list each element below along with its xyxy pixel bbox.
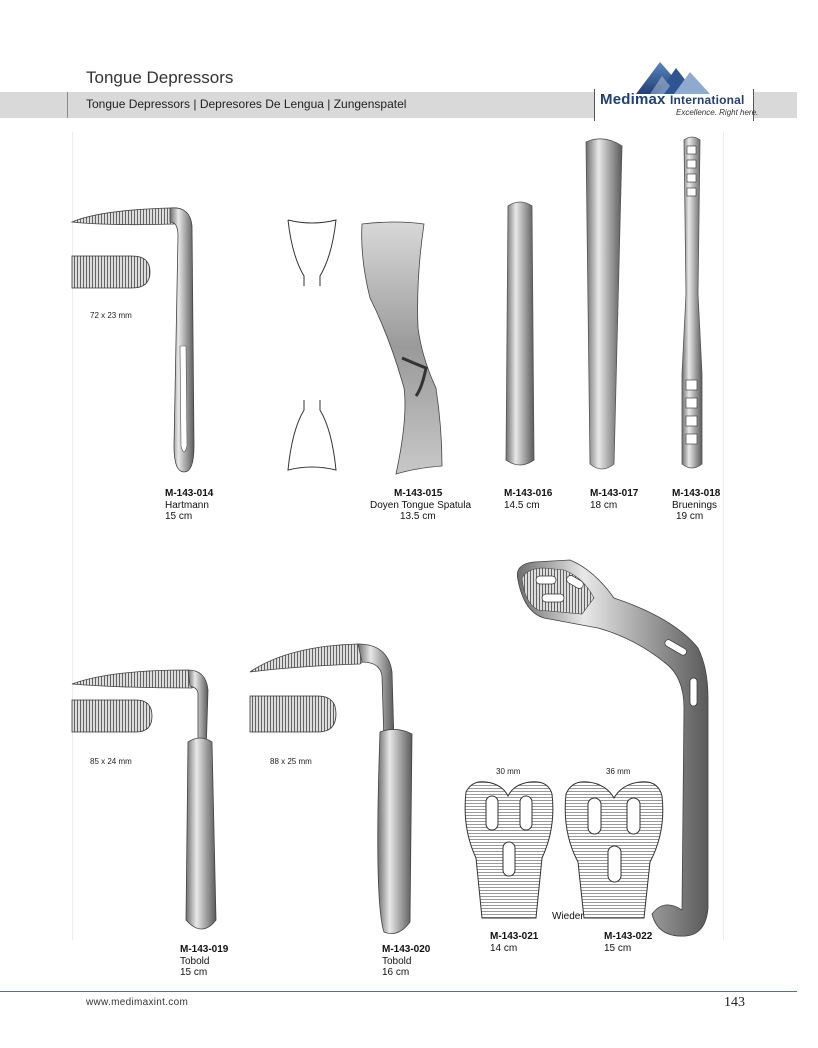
dimension-label: 85 x 24 mm — [90, 757, 132, 766]
product-size: 15 cm — [180, 967, 208, 978]
product-size: 15 cm — [604, 943, 632, 954]
page-subtitle: Tongue Depressors | Depresores De Lengua | Zungenspatel — [86, 97, 407, 111]
hartmann-depressor-illustration — [70, 196, 200, 478]
dimension-label: 72 x 23 mm — [90, 311, 132, 320]
footer-url: www.medimaxint.com — [86, 997, 189, 1008]
wieder-label: Wieder — [552, 911, 584, 922]
page-title: Tongue Depressors — [86, 68, 234, 87]
product-code: M-143-018 — [672, 488, 721, 499]
wieder-depressor-illustration — [514, 558, 714, 940]
product-size: 19 cm — [676, 511, 704, 522]
brand-name — [600, 91, 745, 108]
content-border-right — [723, 132, 724, 940]
dimension-label: 36 mm — [606, 767, 631, 776]
tobold-15cm-illustration — [70, 664, 220, 942]
product-name: Tobold — [180, 956, 210, 967]
dimension-label: 88 x 25 mm — [270, 757, 312, 766]
product-size: 14.5 cm — [504, 500, 540, 511]
product-code: M-143-022 — [604, 931, 653, 942]
page-number: 143 — [724, 995, 745, 1010]
tobold-16cm-illustration — [248, 642, 418, 938]
m-143-016-spatula-illustration — [500, 198, 540, 470]
product-name: Hartmann — [165, 500, 209, 511]
product-code: M-143-021 — [490, 931, 539, 942]
product-code: M-143-019 — [180, 944, 229, 955]
dimension-label: 30 mm — [496, 767, 521, 776]
doyen-outline-illustration — [284, 216, 340, 476]
product-name: Tobold — [382, 956, 412, 967]
brand-name-main: Medimax — [600, 91, 666, 108]
product-size: 16 cm — [382, 967, 410, 978]
product-size: 15 cm — [165, 511, 193, 522]
brand-name-suffix: International — [669, 93, 745, 107]
brand-tagline: Excellence. Right here. — [676, 108, 759, 117]
product-size: 18 cm — [590, 500, 618, 511]
product-code: M-143-020 — [382, 944, 431, 955]
product-code: M-143-015 — [394, 488, 443, 499]
bruenings-depressor-illustration — [674, 134, 710, 474]
mountain-peaks-logo-icon — [636, 56, 710, 94]
footer-rule — [0, 991, 797, 992]
product-code: M-143-017 — [590, 488, 639, 499]
doyen-tongue-spatula-illustration — [356, 218, 446, 476]
product-size: 13.5 cm — [400, 511, 436, 522]
m-143-017-spatula-illustration — [580, 134, 626, 474]
product-size: 14 cm — [490, 943, 518, 954]
product-name: Doyen Tongue Spatula — [370, 500, 472, 511]
product-code: M-143-014 — [165, 488, 214, 499]
product-code: M-143-016 — [504, 488, 553, 499]
product-name: Bruenings — [672, 500, 718, 511]
